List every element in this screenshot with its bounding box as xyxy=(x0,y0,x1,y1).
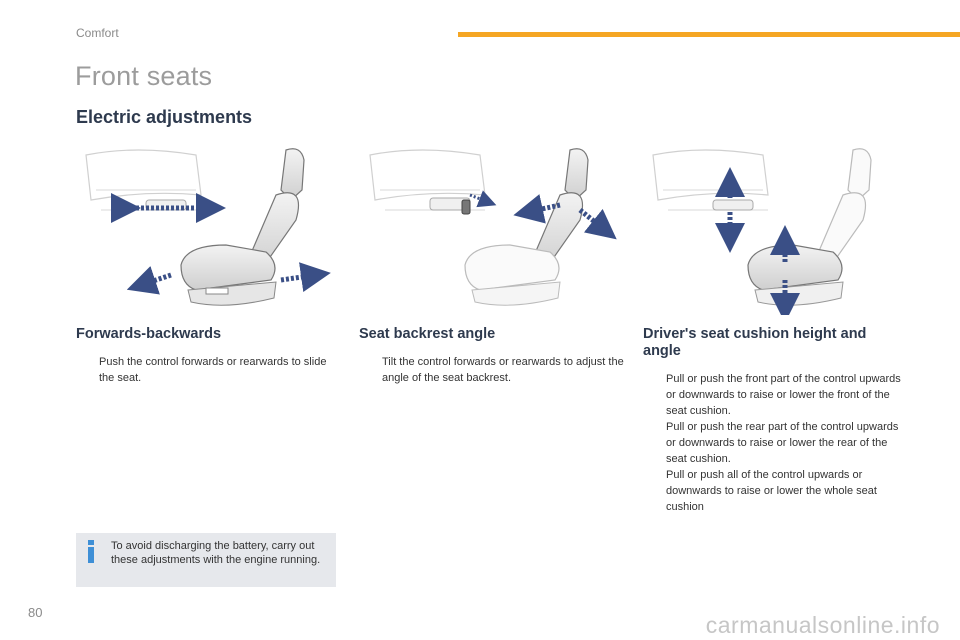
instruction-item: Push the control forwards or rearwards to slide the seat. xyxy=(99,356,327,384)
instruction-item: Pull or push the front part of the control upwards or downwards to raise or lower the front of the seat cushion. xyxy=(666,373,901,417)
forwards-backwards-section xyxy=(76,326,341,386)
seat-forwards-backwards-illustration xyxy=(76,140,348,315)
section-subtitle: Electric adjustments xyxy=(76,107,253,127)
seat-backrest-angle-illustration xyxy=(360,140,632,315)
section-heading: Seat backrest angle xyxy=(359,326,496,342)
instruction-item: Tilt the control forwards or rearwards to adjust the angle of the seat backrest. xyxy=(382,356,624,384)
header-accent-bar xyxy=(458,32,960,37)
page-title: Front seats xyxy=(75,61,213,91)
backrest-angle-section xyxy=(359,326,624,386)
page-number: 80 xyxy=(28,605,43,620)
cushion-height-section xyxy=(643,326,908,515)
info-note-box xyxy=(76,533,336,587)
info-icon xyxy=(86,540,96,562)
seat-cushion-height-illustration xyxy=(643,140,915,315)
section-heading: Driver's seat cushion height and angle xyxy=(643,326,867,359)
info-note-text: To avoid discharging the battery, carry out these adjustments with the engine running. xyxy=(111,540,321,566)
section-label: Comfort xyxy=(76,26,119,40)
watermark: carmanualsonline.info xyxy=(705,612,940,638)
section-heading: Forwards-backwards xyxy=(76,326,222,342)
instruction-item: Pull or push all of the control upwards or downwards to raise or lower the whole seat cushion xyxy=(666,469,877,513)
instruction-item: Pull or push the rear part of the control upwards or downwards to raise or lower the rear of the seat cushion. xyxy=(666,421,899,465)
